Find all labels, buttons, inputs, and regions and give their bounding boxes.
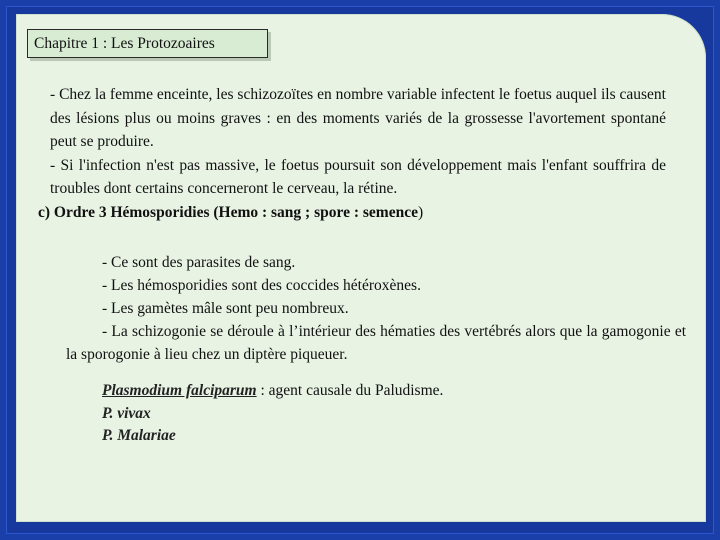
species-desc: : agent causale du Paludisme. bbox=[256, 382, 444, 399]
species-item bbox=[102, 380, 622, 403]
section-prefix: c) Ordre 3 bbox=[38, 204, 111, 221]
bullet-list bbox=[66, 251, 686, 366]
section-name: Hémosporidies bbox=[110, 204, 210, 221]
species-name: Plasmodium falciparum bbox=[102, 382, 257, 399]
bullet-item: - Les hémosporidies sont des coccides hétéroxènes. bbox=[102, 277, 421, 294]
intro-line-2: - Si l'infection n'est pas massive, le foetus poursuit son développement mais l'enfant souffrira de troubles dont certains concerneront le cerveau, la rétine. bbox=[50, 156, 666, 197]
bullet-item: - La schizogonie se déroule à l’intérieur des hématies des vertébrés alors que la gamogonie et la sporogonie à lieu chez un diptère piqueuer. bbox=[66, 323, 686, 363]
intro-line-1: - Chez la femme enceinte, les schizozoïtes en nombre variable infectent le foetus auquel ils causent des lésions plus ou moins graves : en des moments variés de la grossesse l'avortement spontané peut se produire. bbox=[50, 86, 666, 150]
species-list bbox=[102, 380, 622, 448]
species-name: P. Malariae bbox=[102, 427, 176, 444]
section-heading bbox=[38, 201, 678, 224]
chapter-title bbox=[27, 29, 268, 58]
chapter-title-text: Chapitre 1 : Les Protozoaires bbox=[34, 35, 215, 52]
intro-paragraph bbox=[50, 83, 666, 201]
section-paren: (Hemo : sang ; spore : semence bbox=[209, 204, 418, 221]
species-name: P. vivax bbox=[102, 404, 151, 422]
species-item bbox=[102, 425, 622, 448]
bullet-item: - Les gamètes mâle sont peu nombreux. bbox=[102, 300, 349, 317]
bullet-item: - Ce sont des parasites de sang. bbox=[102, 254, 296, 271]
species-item bbox=[102, 403, 622, 426]
section-close: ) bbox=[417, 204, 424, 221]
